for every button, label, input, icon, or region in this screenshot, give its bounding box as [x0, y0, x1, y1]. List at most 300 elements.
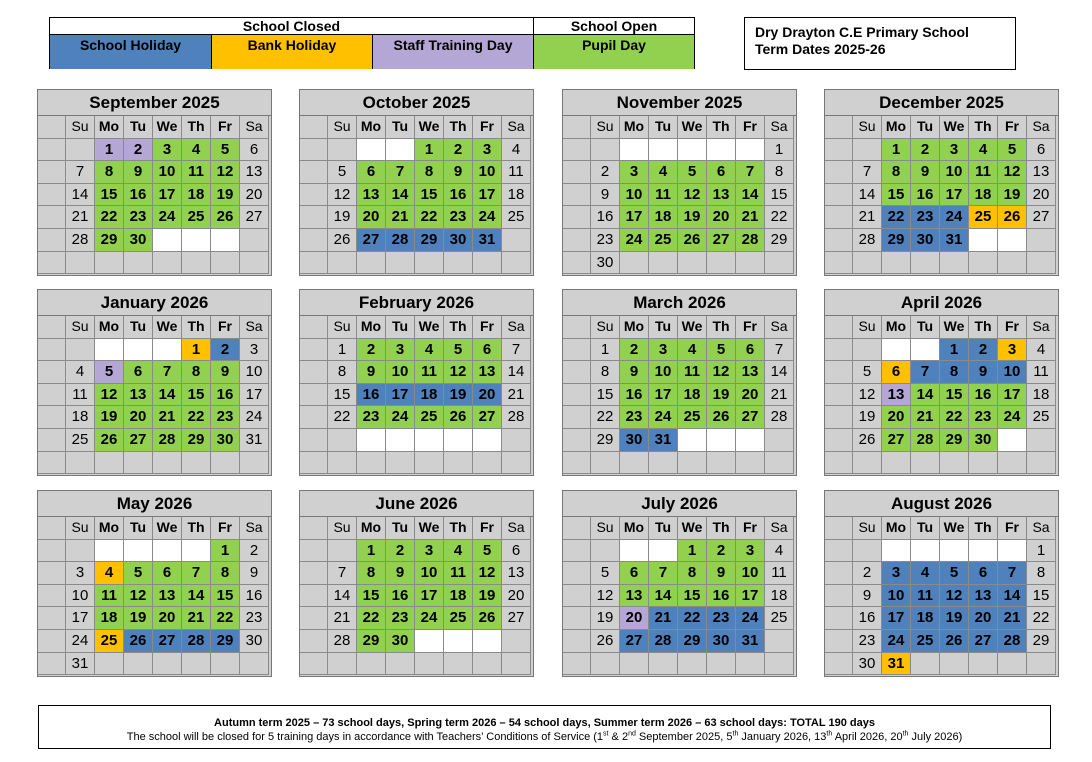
calendar-day: 16	[386, 585, 415, 608]
weekday-header: Th	[707, 116, 736, 139]
calendar-blank-cell	[38, 139, 66, 162]
calendar-day: 24	[415, 607, 444, 630]
calendar-blank-cell	[620, 540, 649, 563]
weekday-header: Su	[328, 116, 357, 139]
calendar-day: 29	[882, 229, 911, 252]
calendar-blank-cell	[853, 252, 882, 275]
calendar-day: 3	[649, 339, 678, 362]
calendar-day: 9	[911, 161, 940, 184]
weekday-header: Mo	[620, 517, 649, 540]
calendar-blank-cell	[386, 429, 415, 452]
calendar-day: 5	[940, 562, 969, 585]
calendar-blank-cell	[563, 361, 591, 384]
calendar-blank-cell	[678, 139, 707, 162]
calendar-day: 7	[853, 161, 882, 184]
calendar-day: 22	[591, 406, 620, 429]
calendar-day: 8	[357, 562, 386, 585]
calendar-blank-cell	[300, 316, 328, 339]
calendar-blank-cell	[825, 630, 853, 653]
calendar-day: 28	[182, 630, 211, 653]
calendar-blank-cell	[240, 252, 269, 275]
calendar-day: 3	[240, 339, 269, 362]
weekday-header: Sa	[1027, 316, 1056, 339]
calendar-blank-cell	[300, 406, 328, 429]
calendar-day: 5	[998, 139, 1027, 162]
calendar-blank-cell	[591, 653, 620, 676]
calendar-blank-cell	[415, 452, 444, 475]
calendar-blank-cell	[95, 339, 124, 362]
calendar-day: 2	[911, 139, 940, 162]
weekday-header: Th	[707, 316, 736, 339]
calendar-day: 26	[473, 607, 502, 630]
weekday-header: Tu	[911, 316, 940, 339]
calendar-day: 21	[736, 206, 765, 229]
calendar-day: 6	[620, 562, 649, 585]
calendar-blank-cell	[182, 252, 211, 275]
calendar-day: 4	[911, 562, 940, 585]
weekday-header: Sa	[240, 116, 269, 139]
calendar-day: 15	[940, 384, 969, 407]
calendar-day: 27	[153, 630, 182, 653]
calendar-day: 5	[678, 161, 707, 184]
month-title: June 2026	[300, 491, 533, 517]
calendar-day: 7	[998, 562, 1027, 585]
calendar-day: 7	[911, 361, 940, 384]
month-calendar	[562, 490, 797, 677]
weekday-header: Sa	[765, 517, 794, 540]
calendar-day: 12	[211, 161, 240, 184]
calendar-day: 15	[95, 184, 124, 207]
calendar-day: 10	[153, 161, 182, 184]
calendar-blank-cell	[620, 139, 649, 162]
calendar-day: 27	[357, 229, 386, 252]
calendar-blank-cell	[882, 540, 911, 563]
calendar-day: 3	[386, 339, 415, 362]
calendar-day: 23	[386, 607, 415, 630]
weekday-header: Tu	[124, 116, 153, 139]
calendar-day: 6	[736, 339, 765, 362]
calendar-day: 26	[95, 429, 124, 452]
calendar-day: 9	[853, 585, 882, 608]
calendar-day: 3	[940, 139, 969, 162]
weekday-header: Mo	[882, 316, 911, 339]
calendar-day: 18	[1027, 384, 1056, 407]
calendar-blank-cell	[124, 653, 153, 676]
calendar-blank-cell	[300, 139, 328, 162]
calendar-blank-cell	[853, 540, 882, 563]
calendar-day: 13	[153, 585, 182, 608]
weekday-header: We	[415, 316, 444, 339]
calendar-day: 25	[1027, 406, 1056, 429]
calendar-blank-cell	[649, 252, 678, 275]
weekday-header: Fr	[473, 316, 502, 339]
calendar-day: 11	[444, 562, 473, 585]
calendar-day: 29	[95, 229, 124, 252]
calendar-blank-cell	[940, 252, 969, 275]
calendar-day: 10	[940, 161, 969, 184]
calendar-day: 9	[707, 562, 736, 585]
calendar-day: 21	[502, 384, 531, 407]
calendar-day: 1	[940, 339, 969, 362]
calendar-blank-cell	[38, 429, 66, 452]
calendar-day: 4	[95, 562, 124, 585]
calendar-day: 13	[240, 161, 269, 184]
month-title: October 2025	[300, 90, 533, 116]
calendar-day: 18	[444, 585, 473, 608]
calendar-blank-cell	[38, 630, 66, 653]
calendar-day: 9	[591, 184, 620, 207]
calendar-day: 4	[1027, 339, 1056, 362]
calendar-day: 29	[765, 229, 794, 252]
weekday-header: Mo	[620, 316, 649, 339]
calendar-day: 4	[969, 139, 998, 162]
calendar-blank-cell	[707, 653, 736, 676]
weekday-header: Th	[444, 517, 473, 540]
calendar-day: 2	[211, 339, 240, 362]
calendar-blank-cell	[300, 161, 328, 184]
calendar-day: 23	[707, 607, 736, 630]
calendar-day: 2	[444, 139, 473, 162]
calendar-day: 27	[620, 630, 649, 653]
calendar-day: 2	[240, 540, 269, 563]
weekday-header: Sa	[765, 116, 794, 139]
weekday-header: Tu	[386, 116, 415, 139]
weekday-header: Th	[444, 116, 473, 139]
calendar-day: 22	[940, 406, 969, 429]
calendar-day: 21	[765, 384, 794, 407]
calendar-blank-cell	[38, 384, 66, 407]
calendar-day: 13	[882, 384, 911, 407]
calendar-day: 19	[95, 406, 124, 429]
calendar-blank-cell	[473, 252, 502, 275]
calendar-blank-cell	[853, 452, 882, 475]
calendar-day: 28	[386, 229, 415, 252]
calendar-blank-cell	[153, 452, 182, 475]
calendar-day: 1	[882, 139, 911, 162]
calendar-blank-cell	[765, 429, 794, 452]
calendar-day: 19	[678, 206, 707, 229]
calendar-day: 17	[940, 184, 969, 207]
calendar-blank-cell	[300, 630, 328, 653]
weekday-header: Th	[182, 116, 211, 139]
calendar-day: 28	[736, 229, 765, 252]
calendar-day: 28	[853, 229, 882, 252]
weekday-header: Sa	[502, 116, 531, 139]
calendar-blank-cell	[300, 229, 328, 252]
month-title: July 2026	[563, 491, 796, 517]
calendar-day: 31	[940, 229, 969, 252]
calendar-day: 10	[473, 161, 502, 184]
calendar-day: 6	[882, 361, 911, 384]
calendar-day: 26	[591, 630, 620, 653]
calendar-day: 11	[502, 161, 531, 184]
weekday-header: We	[415, 517, 444, 540]
legend-school-holiday: School Holiday	[50, 35, 212, 69]
calendar-day: 20	[502, 585, 531, 608]
calendar-blank-cell	[386, 452, 415, 475]
calendar-day: 1	[357, 540, 386, 563]
calendar-day: 14	[182, 585, 211, 608]
calendar-day: 9	[620, 361, 649, 384]
calendar-day: 22	[95, 206, 124, 229]
calendar-day: 15	[765, 184, 794, 207]
calendar-day: 7	[386, 161, 415, 184]
calendar-blank-cell	[736, 653, 765, 676]
calendar-day: 12	[591, 585, 620, 608]
calendar-blank-cell	[1027, 429, 1056, 452]
calendar-day: 28	[66, 229, 95, 252]
calendar-blank-cell	[300, 562, 328, 585]
calendar-day: 12	[473, 562, 502, 585]
calendar-blank-cell	[502, 630, 531, 653]
calendar-day: 23	[969, 406, 998, 429]
weekday-header: Th	[182, 316, 211, 339]
calendar-blank-cell	[678, 252, 707, 275]
month-calendar	[37, 289, 272, 476]
calendar-blank-cell	[969, 229, 998, 252]
weekday-header: Mo	[95, 316, 124, 339]
calendar-blank-cell	[328, 139, 357, 162]
calendar-day: 3	[998, 339, 1027, 362]
calendar-day: 15	[211, 585, 240, 608]
weekday-header: Mo	[882, 517, 911, 540]
calendar-blank-cell	[153, 653, 182, 676]
calendar-day: 8	[328, 361, 357, 384]
calendar-day: 24	[736, 607, 765, 630]
calendar-blank-cell	[853, 139, 882, 162]
calendar-day: 22	[765, 206, 794, 229]
calendar-blank-cell	[38, 562, 66, 585]
calendar-blank-cell	[38, 361, 66, 384]
footer-sup: th	[826, 730, 833, 738]
calendar-day: 26	[998, 206, 1027, 229]
calendar-blank-cell	[66, 452, 95, 475]
calendar-blank-cell	[240, 229, 269, 252]
calendar-blank-cell	[825, 540, 853, 563]
calendar-day: 16	[444, 184, 473, 207]
calendar-blank-cell	[998, 653, 1027, 676]
calendar-day: 14	[736, 184, 765, 207]
calendar-day: 22	[678, 607, 707, 630]
calendar-day: 21	[182, 607, 211, 630]
calendar-blank-cell	[563, 161, 591, 184]
calendar-day: 7	[328, 562, 357, 585]
calendar-day: 9	[357, 361, 386, 384]
calendar-day: 5	[444, 339, 473, 362]
calendar-day: 16	[357, 384, 386, 407]
month-title: January 2026	[38, 290, 271, 316]
calendar-blank-cell	[969, 540, 998, 563]
calendar-day: 2	[124, 139, 153, 162]
calendar-blank-cell	[38, 452, 66, 475]
weekday-header: Mo	[357, 316, 386, 339]
calendar-blank-cell	[38, 206, 66, 229]
weekday-header: We	[940, 316, 969, 339]
calendar-blank-cell	[563, 653, 591, 676]
footer-text: & 2	[608, 731, 629, 743]
weekday-header: Tu	[649, 316, 678, 339]
calendar-blank-cell	[182, 452, 211, 475]
calendar-blank-cell	[444, 630, 473, 653]
calendar-blank-cell	[563, 339, 591, 362]
footer-sup: st	[603, 730, 609, 738]
calendar-blank-cell	[563, 630, 591, 653]
calendar-blank-cell	[678, 653, 707, 676]
calendar-day: 31	[240, 429, 269, 452]
calendar-day: 21	[386, 206, 415, 229]
calendar-day: 31	[473, 229, 502, 252]
calendar-blank-cell	[300, 429, 328, 452]
calendar-day: 15	[591, 384, 620, 407]
calendar-blank-cell	[765, 452, 794, 475]
calendar-day: 20	[473, 384, 502, 407]
footer-text: The school will be closed for 5 training days in accordance with Teachers’ Conditions of Service (1	[126, 731, 604, 743]
calendar-day: 22	[328, 406, 357, 429]
weekday-header: Tu	[124, 316, 153, 339]
calendar-blank-cell	[124, 540, 153, 563]
calendar-day: 31	[649, 429, 678, 452]
calendar-blank-cell	[825, 316, 853, 339]
calendar-day: 13	[473, 361, 502, 384]
calendar-day: 18	[66, 406, 95, 429]
weekday-header: We	[678, 316, 707, 339]
calendar-day: 8	[95, 161, 124, 184]
calendar-day: 29	[591, 429, 620, 452]
calendar-blank-cell	[1027, 252, 1056, 275]
calendar-day: 27	[240, 206, 269, 229]
calendar-day: 29	[1027, 630, 1056, 653]
calendar-blank-cell	[38, 116, 66, 139]
calendar-day: 16	[591, 206, 620, 229]
weekday-header: Sa	[1027, 517, 1056, 540]
calendar-day: 10	[882, 585, 911, 608]
calendar-day: 10	[66, 585, 95, 608]
calendar-blank-cell	[911, 540, 940, 563]
calendar-day: 18	[911, 607, 940, 630]
school-title-box	[744, 17, 1016, 70]
calendar-day: 15	[182, 384, 211, 407]
calendar-day: 8	[882, 161, 911, 184]
weekday-header: Mo	[357, 116, 386, 139]
weekday-header: We	[678, 517, 707, 540]
weekday-header: Fr	[998, 517, 1027, 540]
calendar-blank-cell	[38, 161, 66, 184]
weekday-header: Sa	[240, 316, 269, 339]
calendar-day: 6	[153, 562, 182, 585]
calendar-blank-cell	[563, 184, 591, 207]
calendar-day: 24	[473, 206, 502, 229]
calendar-day: 26	[678, 229, 707, 252]
weekday-header: Su	[853, 116, 882, 139]
calendar-blank-cell	[153, 229, 182, 252]
month-title: August 2026	[825, 491, 1058, 517]
calendar-day: 7	[736, 161, 765, 184]
calendar-day: 20	[620, 607, 649, 630]
calendar-blank-cell	[563, 384, 591, 407]
calendar-day: 12	[444, 361, 473, 384]
weekday-header: Su	[66, 116, 95, 139]
weekday-header: Sa	[765, 316, 794, 339]
weekday-header: Fr	[473, 116, 502, 139]
calendar-day: 4	[502, 139, 531, 162]
calendar-blank-cell	[591, 452, 620, 475]
calendar-blank-cell	[825, 562, 853, 585]
calendar-blank-cell	[969, 252, 998, 275]
calendar-blank-cell	[444, 429, 473, 452]
calendar-day: 12	[940, 585, 969, 608]
calendar-day: 13	[502, 562, 531, 585]
calendar-day: 3	[882, 562, 911, 585]
weekday-header: Fr	[211, 517, 240, 540]
weekday-header: Tu	[124, 517, 153, 540]
calendar-day: 15	[328, 384, 357, 407]
calendar-day: 28	[649, 630, 678, 653]
weekday-header: Tu	[386, 517, 415, 540]
calendar-blank-cell	[211, 653, 240, 676]
weekday-header: Mo	[95, 517, 124, 540]
calendar-day: 9	[124, 161, 153, 184]
calendar-day: 19	[940, 607, 969, 630]
calendar-day: 28	[765, 406, 794, 429]
calendar-blank-cell	[211, 229, 240, 252]
calendar-day: 8	[211, 562, 240, 585]
calendar-day: 23	[211, 406, 240, 429]
calendar-day: 26	[328, 229, 357, 252]
calendar-blank-cell	[969, 653, 998, 676]
calendar-day: 24	[649, 406, 678, 429]
calendar-day: 25	[182, 206, 211, 229]
calendar-day: 2	[591, 161, 620, 184]
calendar-day: 6	[240, 139, 269, 162]
calendar-day: 26	[211, 206, 240, 229]
calendar-blank-cell	[825, 452, 853, 475]
calendar-day: 11	[415, 361, 444, 384]
calendar-day: 27	[473, 406, 502, 429]
calendar-day: 4	[182, 139, 211, 162]
calendar-day: 11	[969, 161, 998, 184]
calendar-day: 21	[853, 206, 882, 229]
calendar-day: 25	[678, 406, 707, 429]
month-calendar	[299, 490, 534, 677]
calendar-blank-cell	[473, 653, 502, 676]
calendar-blank-cell	[563, 562, 591, 585]
month-title: November 2025	[563, 90, 796, 116]
legend-closed-header: School Closed	[50, 18, 534, 35]
calendar-day: 30	[444, 229, 473, 252]
calendar-day: 21	[911, 406, 940, 429]
calendar-blank-cell	[473, 630, 502, 653]
calendar-day: 19	[328, 206, 357, 229]
calendar-blank-cell	[882, 339, 911, 362]
calendar-day: 8	[1027, 562, 1056, 585]
calendar-blank-cell	[502, 229, 531, 252]
calendar-day: 21	[328, 607, 357, 630]
weekday-header: We	[415, 116, 444, 139]
calendar-day: 17	[153, 184, 182, 207]
calendar-day: 23	[620, 406, 649, 429]
calendar-blank-cell	[95, 452, 124, 475]
weekday-header: Su	[66, 316, 95, 339]
weekday-header: Mo	[882, 116, 911, 139]
calendar-day: 15	[678, 585, 707, 608]
calendar-day: 15	[357, 585, 386, 608]
month-calendar	[299, 89, 534, 276]
legend-bank-holiday: Bank Holiday	[212, 35, 373, 69]
calendar-blank-cell	[736, 429, 765, 452]
calendar-day: 3	[736, 540, 765, 563]
weekday-header: We	[153, 517, 182, 540]
calendar-day: 18	[649, 206, 678, 229]
